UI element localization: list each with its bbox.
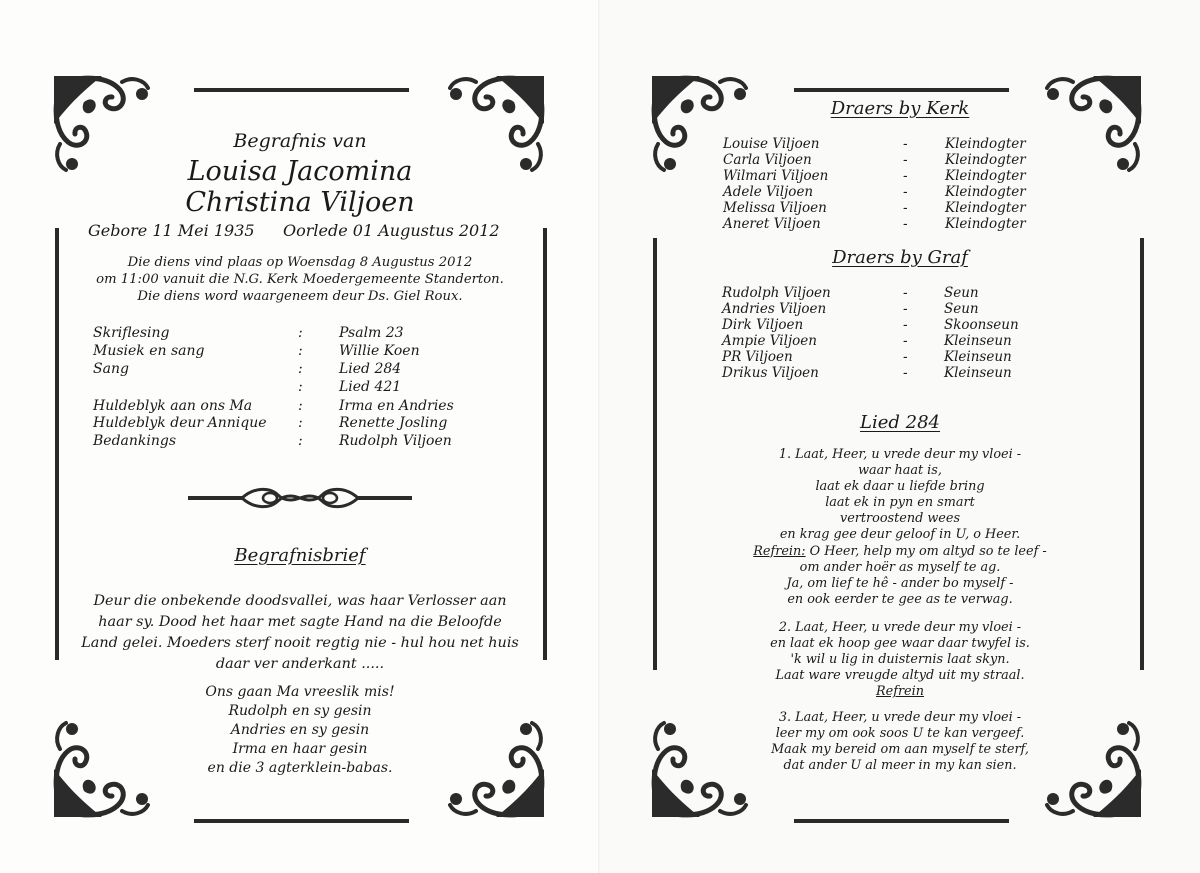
bearer-dash: - — [903, 184, 908, 200]
program-performer: Lied 421 — [339, 379, 402, 395]
bearer-relation: Skoonseun — [944, 317, 1019, 333]
scroll-divider-icon — [188, 483, 412, 513]
service-details — [70, 254, 530, 305]
hymn-line: Ja, om lief te hê - ander bo myself - — [786, 575, 1014, 591]
bearer-relation: Kleindogter — [945, 216, 1026, 232]
church-bearers-heading: Draers by Kerk — [830, 98, 970, 119]
bearer-relation: Kleindogter — [945, 184, 1026, 200]
program-role: Huldeblyk deur Annique — [93, 415, 267, 431]
family-list — [100, 683, 500, 778]
program-role: Bedankings — [93, 433, 177, 449]
hymn-line: 2. Laat, Heer, u vrede deur my vloei - — [778, 620, 1022, 635]
program-colon: : — [298, 398, 303, 414]
bearer-name: Louise Viljoen — [723, 136, 820, 152]
deceased-name-line2: Christina Viljoen — [185, 187, 415, 218]
bearer-dash: - — [903, 301, 908, 317]
hymn-line: om ander hoër as myself te ag. — [799, 559, 1001, 575]
letter-line: haar sy. Dood het haar met sagte Hand na die Beloofde — [98, 614, 502, 630]
bearer-row — [723, 168, 1043, 184]
hymn-line: dat ander U al meer in my kan sien. — [783, 758, 1017, 774]
bearer-name: Ampie Viljoen — [722, 333, 817, 349]
bearer-name: PR Viljoen — [722, 349, 793, 365]
program-row — [93, 433, 493, 451]
refrain-line — [680, 544, 1120, 560]
program-role: Huldeblyk aan ons Ma — [93, 398, 253, 414]
hymn-line: 3. Laat, Heer, u vrede deur my vloei - — [778, 710, 1022, 725]
bearer-name: Dirk Viljoen — [722, 317, 804, 333]
bearer-dash: - — [903, 136, 908, 152]
frame-top-line — [794, 88, 1009, 92]
hymn-line: en laat ek hoop gee waar daar twyfel is. — [770, 636, 1030, 652]
program-row — [93, 325, 493, 343]
frame-top-line — [194, 88, 409, 92]
program-colon: : — [298, 343, 303, 359]
program-colon: : — [298, 379, 303, 395]
program-colon: : — [298, 325, 303, 341]
program-row — [93, 379, 493, 397]
program-performer: Willie Koen — [339, 343, 420, 359]
deceased-name-line1: Louisa Jacomina — [187, 156, 413, 187]
bearer-row — [722, 349, 1042, 365]
bearer-row — [722, 333, 1042, 349]
hymn-heading: Lied 284 — [860, 412, 940, 433]
program-row — [93, 343, 493, 361]
bearer-name: Adele Viljoen — [723, 184, 814, 200]
program-colon: : — [298, 361, 303, 377]
program-colon: : — [298, 415, 303, 431]
bearer-relation: Seun — [944, 285, 979, 301]
family-line: Irma en haar gesin — [232, 741, 368, 757]
program-performer: Renette Josling — [339, 415, 448, 431]
program-row — [93, 398, 493, 416]
bearer-relation: Kleindogter — [945, 200, 1026, 216]
bearer-row — [723, 216, 1043, 232]
bearer-row — [722, 365, 1042, 381]
hymn-line: 'k wil u lig in duisternis laat skyn. — [790, 652, 1010, 668]
bearer-relation: Kleindogter — [945, 168, 1026, 184]
hymn-line: leer my om ook soos U te kan vergeef. — [775, 726, 1025, 742]
bearer-row — [723, 184, 1043, 200]
program-row — [93, 415, 493, 433]
bearer-dash: - — [903, 285, 908, 301]
bearer-relation: Kleindogter — [945, 152, 1026, 168]
letter-line: daar ver anderkant ..... — [215, 656, 385, 672]
hymn-line: laat ek in pyn en smart — [825, 495, 975, 511]
frame-bottom-line — [194, 819, 409, 823]
grave-bearers-heading: Draers by Graf — [832, 247, 968, 268]
bearer-dash: - — [903, 365, 908, 381]
bearer-dash: - — [903, 333, 908, 349]
hymn-line: laat ek daar u liefde bring — [815, 479, 985, 495]
bearer-row — [723, 200, 1043, 216]
program-role: Musiek en sang — [93, 343, 205, 359]
service-line: om 11:00 vanuit die N.G. Kerk Moedergemeente Standerton. — [96, 272, 504, 287]
hymn-line: Maak my bereid om aan myself te sterf, — [771, 742, 1029, 758]
bearer-row — [722, 301, 1042, 317]
hymn-verse-2 — [680, 620, 1120, 700]
bearer-relation: Seun — [944, 301, 979, 317]
bearer-row — [722, 285, 1042, 301]
program-row — [93, 361, 493, 379]
family-line: Ons gaan Ma vreeslik mis! — [205, 684, 395, 700]
program-role: Skriflesing — [93, 325, 170, 341]
hymn-line: Laat ware vreugde altyd uit my straal. — [775, 668, 1025, 684]
letter-heading: Begrafnisbrief — [234, 545, 366, 566]
family-line: en die 3 agterklein-babas. — [207, 760, 393, 776]
bearer-dash: - — [903, 216, 908, 232]
corner-ornament-icon — [1040, 72, 1145, 177]
died-date: Oorlede 01 Augustus 2012 — [283, 221, 500, 240]
letter-line: Land gelei. Moeders sterf nooit regtig nie - hul hou net huis — [81, 635, 519, 651]
bearer-row — [723, 136, 1043, 152]
frame-bottom-line — [794, 819, 1009, 823]
bearer-name: Wilmari Viljoen — [723, 168, 829, 184]
bearer-row — [723, 152, 1043, 168]
bearer-dash: - — [903, 200, 908, 216]
bearer-name: Andries Viljoen — [722, 301, 827, 317]
program-performer: Psalm 23 — [339, 325, 404, 341]
bearer-relation: Kleinseun — [944, 333, 1012, 349]
funeral-heading: Begrafnis van — [233, 130, 367, 152]
refrain-reference — [680, 684, 1120, 700]
frame-left-line — [653, 238, 657, 670]
bearer-name: Carla Viljoen — [723, 152, 812, 168]
program-role: Sang — [93, 361, 129, 377]
family-line: Rudolph en sy gesin — [228, 703, 372, 719]
service-line: Die diens vind plaas op Woensdag 8 Augustus 2012 — [127, 255, 473, 270]
bearer-name: Drikus Viljoen — [722, 365, 819, 381]
bearer-dash: - — [903, 168, 908, 184]
hymn-line: en ook eerder te gee as te verwag. — [787, 591, 1013, 607]
right-page — [600, 0, 1200, 873]
bearer-dash: - — [903, 349, 908, 365]
refrain-text: O Heer, help my om altyd so te leef - — [805, 543, 1047, 559]
refrain-label: Refrein: — [753, 543, 806, 559]
bearer-dash: - — [903, 152, 908, 168]
hymn-line: 1. Laat, Heer, u vrede deur my vloei - — [778, 447, 1022, 462]
bearer-name: Melissa Viljoen — [723, 200, 827, 216]
frame-right-line — [543, 228, 547, 660]
bearer-relation: Kleinseun — [944, 365, 1012, 381]
frame-left-line — [55, 228, 59, 660]
bearer-relation: Kleinseun — [944, 349, 1012, 365]
family-line: Andries en sy gesin — [230, 722, 370, 738]
hymn-line: vertroostend wees — [839, 511, 961, 527]
letter-line: Deur die onbekende doodsvallei, was haar Verlosser aan — [93, 593, 507, 609]
born-date: Gebore 11 Mei 1935 — [88, 221, 255, 240]
service-line: Die diens word waargeneem deur Ds. Giel Roux. — [137, 289, 463, 304]
letter-text — [70, 591, 530, 675]
bearer-relation: Kleindogter — [945, 136, 1026, 152]
frame-right-line — [1140, 238, 1144, 670]
hymn-line: waar haat is, — [858, 463, 942, 479]
hymn-line: en krag gee deur geloof in U, o Heer. — [779, 527, 1021, 543]
program-performer: Irma en Andries — [339, 398, 454, 414]
hymn-verse-3 — [680, 710, 1120, 774]
program-performer: Rudolph Viljoen — [339, 433, 452, 449]
bearer-name: Rudolph Viljoen — [722, 285, 831, 301]
program-performer: Lied 284 — [339, 361, 402, 377]
bearer-dash: - — [903, 317, 908, 333]
bearer-row — [722, 317, 1042, 333]
refrain-ref-label: Refrein — [876, 684, 924, 700]
program-colon: : — [298, 433, 303, 449]
hymn-verse-1 — [680, 447, 1120, 608]
bearer-name: Aneret Viljoen — [723, 216, 821, 232]
